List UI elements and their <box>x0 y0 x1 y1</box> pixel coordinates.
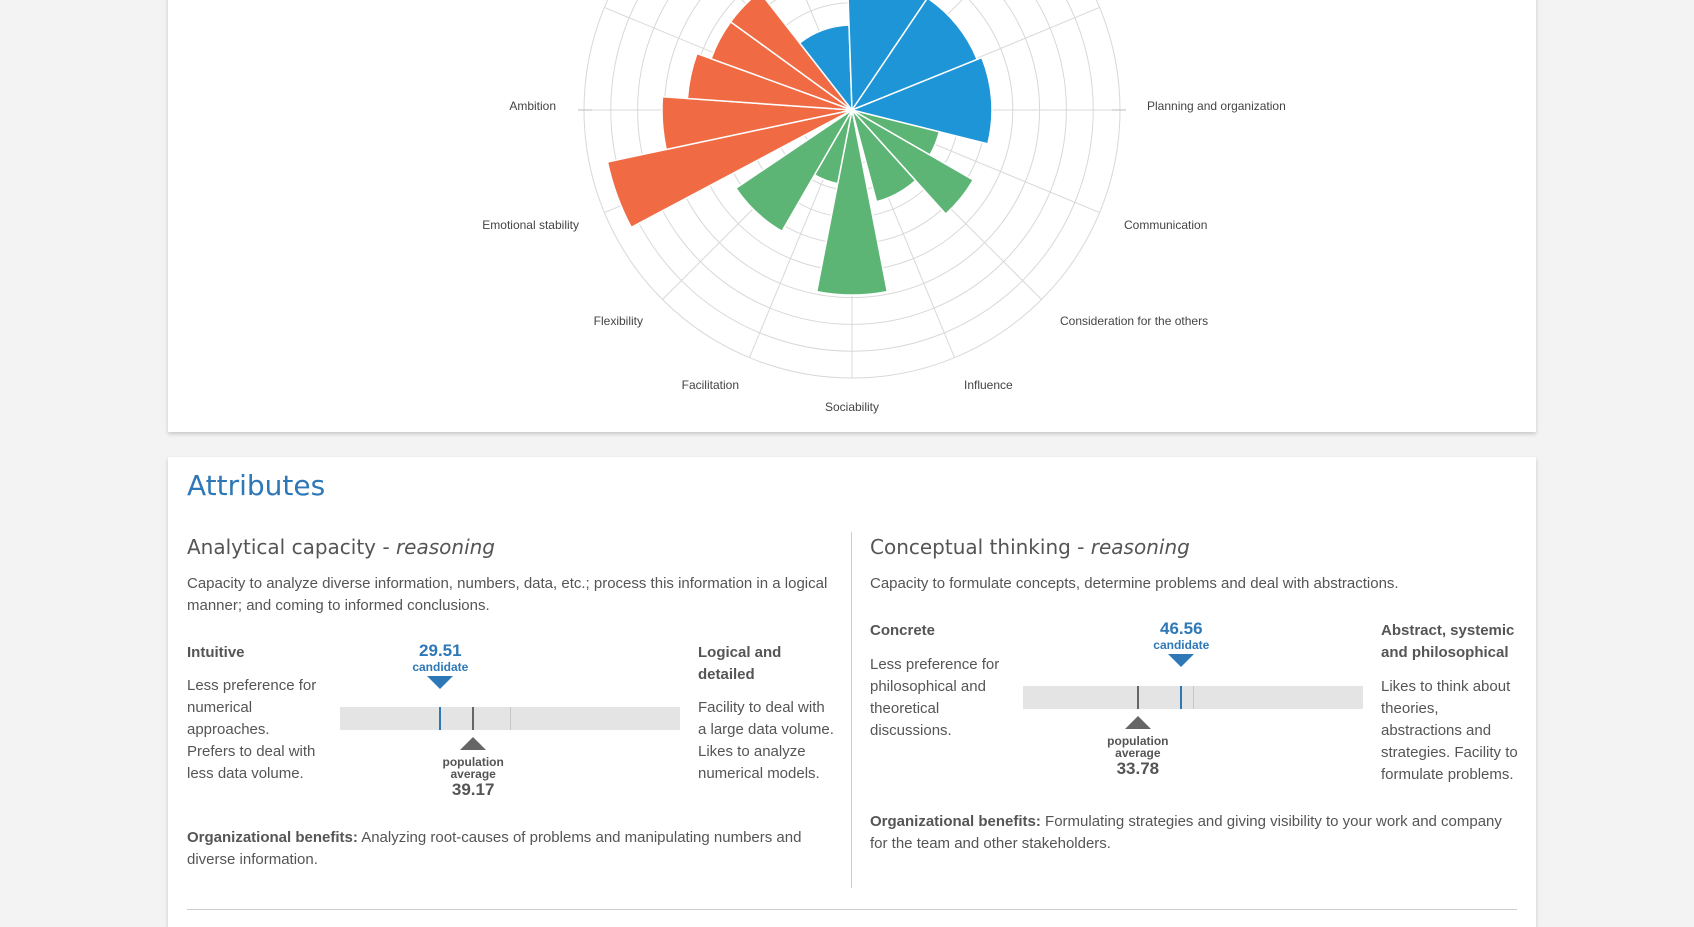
candidate-marker <box>439 707 441 730</box>
radar-chart-card <box>168 0 1536 432</box>
population-score: 39.17 <box>451 780 495 799</box>
attributes-card <box>168 457 1536 927</box>
scale-midpoint-tick <box>1193 686 1194 709</box>
attribute-analytical-capacity <box>187 457 837 927</box>
right-pole-description: Likes to think about theories, abstractions and strategies. Facility to formulate problems. <box>1381 678 1518 783</box>
column-divider <box>851 532 852 888</box>
axis-label-planning: Planning and organization <box>1147 99 1286 113</box>
right-pole-title: Logical and detailed <box>698 644 782 683</box>
candidate-marker <box>1180 686 1182 709</box>
candidate-score: 29.51 <box>419 641 462 660</box>
left-pole-description: Less preference for numerical approaches. Prefers to deal with less data volume. <box>187 677 317 782</box>
population-label: population average <box>442 755 504 781</box>
axis-label-emotional-stability: Emotional stability <box>482 218 579 232</box>
population-label: population average <box>1107 734 1169 760</box>
attribute-name: Conceptual thinking <box>870 535 1071 559</box>
population-indicator <box>428 737 518 800</box>
candidate-indicator <box>400 642 480 689</box>
right-pole-title: Abstract, systemic and philosophical <box>1381 622 1515 661</box>
candidate-indicator <box>1141 620 1221 667</box>
radar-wedges <box>607 0 992 295</box>
attribute-name: Analytical capacity <box>187 535 377 559</box>
section-bottom-rule <box>187 909 1517 910</box>
population-score: 33.78 <box>1116 759 1160 778</box>
attribute-description: Capacity to analyze diverse information, numbers, data, etc.; process this information in a logical manner; and coming to informed conclusions. <box>187 575 828 614</box>
org-benefits-label: Organizational benefits: <box>187 829 358 846</box>
attribute-title <box>870 535 1190 559</box>
population-average-marker <box>472 707 474 730</box>
attribute-title <box>187 535 495 559</box>
candidate-arrow-icon <box>427 676 453 689</box>
axis-label-sociability: Sociability <box>824 400 880 414</box>
scale-bar <box>340 707 680 730</box>
axis-label-facilitation: Facilitation <box>681 378 739 392</box>
population-arrow-icon <box>1125 716 1151 729</box>
axis-label-communication: Communication <box>1124 218 1208 232</box>
section-title: Attributes <box>187 469 326 502</box>
org-benefits-text: Analyzing root-causes of problems and manipulating numbers and diverse information. <box>187 829 802 868</box>
population-arrow-icon <box>460 737 486 750</box>
org-benefits-label: Organizational benefits: <box>870 813 1041 830</box>
candidate-label: candidate <box>412 660 469 674</box>
attribute-description: Capacity to formulate concepts, determine problems and deal with abstractions. <box>870 575 1399 592</box>
scale-midpoint-tick <box>510 707 511 730</box>
population-average-marker <box>1137 686 1139 709</box>
scale-bar <box>1023 686 1363 709</box>
score-scale <box>1023 620 1363 780</box>
axis-label-ambition: Ambition <box>509 99 556 113</box>
candidate-score: 46.56 <box>1160 619 1203 638</box>
organizational-benefits <box>187 827 837 871</box>
population-indicator <box>1093 716 1183 779</box>
attribute-kind: reasoning <box>395 535 495 559</box>
candidate-label: candidate <box>1153 638 1210 652</box>
organizational-benefits <box>870 811 1520 855</box>
axis-label-flexibility: Flexibility <box>593 314 643 328</box>
right-pole-description: Facility to deal with a large data volume. Likes to analyze numerical models. <box>698 699 834 782</box>
attribute-separator: - <box>1070 535 1091 559</box>
axis-label-influence: Influence <box>964 378 1013 392</box>
left-pole-description: Less preference for philosophical and theoretical discussions. <box>870 656 1000 739</box>
candidate-arrow-icon <box>1168 654 1194 667</box>
left-pole-title: Intuitive <box>187 644 245 661</box>
radar-chart <box>168 0 1536 432</box>
attribute-separator: - <box>376 535 396 559</box>
left-pole-title: Concrete <box>870 622 936 639</box>
org-benefits-text: Formulating strategies and giving visibility to your work and company for the team and other stakeholders. <box>870 813 1502 852</box>
attribute-kind: reasoning <box>1090 535 1190 559</box>
axis-label-consideration: Consideration for the others <box>1060 314 1209 328</box>
attribute-conceptual-thinking <box>870 457 1520 927</box>
score-scale <box>340 642 680 802</box>
